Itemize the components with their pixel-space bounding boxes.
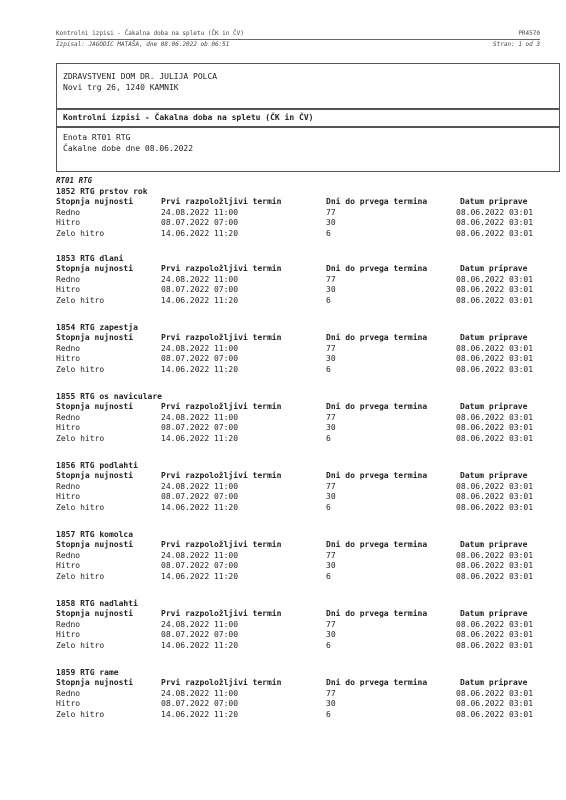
table-cell: 30 — [326, 354, 336, 363]
table-header-row — [56, 333, 558, 344]
exam-section-title: 1853 RTG dlani — [56, 254, 124, 263]
table-cell: 08.06.2022 03:01 — [456, 561, 534, 570]
table-cell: 08.06.2022 03:01 — [456, 433, 534, 443]
table-cell: Hitro — [56, 561, 81, 570]
table-cell: 77 — [326, 619, 336, 629]
table-row — [56, 365, 558, 376]
table-cell: 24.08.2022 11:00 — [161, 550, 239, 560]
table-cell: Hitro — [56, 699, 81, 708]
table-row — [56, 296, 558, 307]
table-cell: 08.07.2022 07:00 — [161, 630, 239, 639]
column-header: Datum priprave — [460, 333, 528, 342]
table-cell: 77 — [326, 688, 336, 698]
column-header: Dni do prvega termina — [326, 609, 428, 618]
table-cell: 14.06.2022 11:20 — [161, 571, 239, 581]
column-header: Datum priprave — [460, 540, 528, 549]
table-row — [56, 620, 558, 631]
table-cell: Zelo hitro — [56, 571, 105, 581]
table-row — [56, 344, 558, 355]
column-header: Dni do prvega termina — [326, 264, 428, 273]
exam-section-title: 1852 RTG prstov rok — [56, 187, 148, 196]
table-cell: 14.06.2022 11:20 — [161, 228, 239, 238]
table-row — [56, 551, 558, 562]
exam-section — [56, 253, 558, 306]
table-row — [56, 492, 558, 503]
table-cell: Hitro — [56, 218, 81, 227]
exam-section — [56, 529, 558, 582]
table-row — [56, 710, 558, 721]
table-cell: 08.07.2022 07:00 — [161, 218, 239, 227]
column-header: Prvi razpoložljivi termin — [161, 402, 282, 411]
table-cell: 08.07.2022 07:00 — [161, 561, 239, 570]
table-cell: 08.06.2022 03:01 — [456, 218, 534, 227]
table-cell: 30 — [326, 218, 336, 227]
table-cell: Redno — [56, 207, 81, 217]
table-cell: Hitro — [56, 492, 81, 501]
column-header: Stopnja nujnosti — [56, 540, 134, 549]
table-cell: 08.06.2022 03:01 — [456, 699, 534, 708]
institution-box — [56, 63, 560, 110]
table-header-row — [56, 264, 558, 275]
table-cell: 08.06.2022 03:01 — [456, 285, 534, 294]
table-cell: Zelo hitro — [56, 228, 105, 238]
table-cell: Zelo hitro — [56, 295, 105, 305]
table-row — [56, 630, 558, 641]
table-row — [56, 275, 558, 286]
table-cell: Hitro — [56, 285, 81, 294]
column-header: Stopnja nujnosti — [56, 402, 134, 411]
column-header: Prvi razpoložljivi termin — [161, 678, 282, 687]
table-cell: Redno — [56, 412, 81, 422]
table-cell: Zelo hitro — [56, 433, 105, 443]
column-header: Prvi razpoložljivi termin — [161, 540, 282, 549]
table-row — [56, 218, 558, 229]
table-cell: Redno — [56, 550, 81, 560]
column-header: Dni do prvega termina — [326, 678, 428, 687]
table-cell: 08.06.2022 03:01 — [456, 207, 534, 217]
table-cell: 08.06.2022 03:01 — [456, 354, 534, 363]
table-header-row — [56, 402, 558, 413]
table-cell: 08.06.2022 03:01 — [456, 228, 534, 238]
table-row — [56, 482, 558, 493]
column-header: Dni do prvega termina — [326, 197, 428, 206]
table-row — [56, 561, 558, 572]
table-cell: 77 — [326, 274, 336, 284]
table-cell: 08.06.2022 03:01 — [456, 502, 534, 512]
table-cell: 08.06.2022 03:01 — [456, 688, 534, 698]
table-cell: Zelo hitro — [56, 364, 105, 374]
exam-section-title: 1854 RTG zapestja — [56, 323, 138, 332]
table-cell: 30 — [326, 285, 336, 294]
table-cell: 24.08.2022 11:00 — [161, 619, 239, 629]
table-row — [56, 413, 558, 424]
table-cell: 08.06.2022 03:01 — [456, 423, 534, 432]
page-subheader — [56, 41, 540, 48]
report-title: Kontrolni izpisi - Čakalna doba na spletu (ČK in ČV) — [63, 113, 314, 122]
waiting-date-line: Čakalne dobe dne 08.06.2022 — [63, 144, 194, 153]
table-row — [56, 699, 558, 710]
table-cell: Zelo hitro — [56, 640, 105, 650]
column-header: Dni do prvega termina — [326, 333, 428, 342]
table-row — [56, 354, 558, 365]
page-number: Stran: 1 od 3 — [493, 41, 540, 48]
table-cell: 08.06.2022 03:01 — [456, 709, 534, 719]
table-cell: Hitro — [56, 630, 81, 639]
table-cell: 08.06.2022 03:01 — [456, 295, 534, 305]
table-header-row — [56, 678, 558, 689]
exam-section — [56, 322, 558, 375]
column-header: Datum priprave — [460, 609, 528, 618]
table-cell: 08.06.2022 03:01 — [456, 550, 534, 560]
table-cell: 6 — [326, 228, 331, 238]
table-cell: 6 — [326, 709, 331, 719]
document-title: Kontrolni izpisi - Čakalna doba na spletu (ČK in ČV) — [56, 30, 244, 37]
table-row — [56, 423, 558, 434]
table-cell: 24.08.2022 11:00 — [161, 343, 239, 353]
table-cell: 08.07.2022 07:00 — [161, 423, 239, 432]
exam-section — [56, 460, 558, 513]
table-cell: Zelo hitro — [56, 502, 105, 512]
column-header: Prvi razpoložljivi termin — [161, 333, 282, 342]
table-cell: 24.08.2022 11:00 — [161, 274, 239, 284]
table-cell: 08.06.2022 03:01 — [456, 630, 534, 639]
table-cell: 14.06.2022 11:20 — [161, 364, 239, 374]
table-cell: 6 — [326, 295, 331, 305]
table-row — [56, 572, 558, 583]
table-cell: 08.06.2022 03:01 — [456, 412, 534, 422]
table-cell: 08.06.2022 03:01 — [456, 492, 534, 501]
column-header: Prvi razpoložljivi termin — [161, 264, 282, 273]
column-header: Dni do prvega termina — [326, 402, 428, 411]
unit-report — [56, 176, 558, 720]
exam-section-title: 1856 RTG podlahti — [56, 461, 138, 470]
table-cell: 08.07.2022 07:00 — [161, 492, 239, 501]
exam-section — [56, 391, 558, 444]
table-cell: 77 — [326, 207, 336, 217]
table-cell: 6 — [326, 433, 331, 443]
table-cell: 08.06.2022 03:01 — [456, 364, 534, 374]
table-cell: 24.08.2022 11:00 — [161, 207, 239, 217]
table-row — [56, 434, 558, 445]
table-cell: 6 — [326, 640, 331, 650]
unit-heading: RT01 RTG — [56, 176, 93, 185]
exam-section — [56, 598, 558, 651]
table-cell: 08.07.2022 07:00 — [161, 285, 239, 294]
page-header — [56, 30, 540, 40]
table-cell: 77 — [326, 343, 336, 353]
table-cell: 77 — [326, 550, 336, 560]
exam-section — [56, 186, 558, 239]
column-header: Stopnja nujnosti — [56, 264, 134, 273]
column-header: Prvi razpoložljivi termin — [161, 609, 282, 618]
column-header: Datum priprave — [460, 197, 528, 206]
column-header: Datum priprave — [460, 402, 528, 411]
institution-address: Novi trg 26, 1240 KAMNIK — [63, 83, 179, 92]
exam-section-title: 1859 RTG rame — [56, 668, 119, 677]
table-cell: 08.06.2022 03:01 — [456, 640, 534, 650]
table-cell: Hitro — [56, 354, 81, 363]
table-cell: Redno — [56, 274, 81, 284]
table-cell: Redno — [56, 343, 81, 353]
sections-list — [56, 186, 558, 720]
table-row — [56, 229, 558, 240]
column-header: Prvi razpoložljivi termin — [161, 471, 282, 480]
column-header: Stopnja nujnosti — [56, 333, 134, 342]
table-cell: 24.08.2022 11:00 — [161, 481, 239, 491]
table-row — [56, 503, 558, 514]
table-cell: Redno — [56, 688, 81, 698]
table-cell: 08.06.2022 03:01 — [456, 481, 534, 491]
unit-info-box — [56, 126, 560, 172]
column-header: Dni do prvega termina — [326, 540, 428, 549]
printed-by: Izpisal: JAGODIC MATAŠA, dne 08.06.2022 ob 06:51 — [56, 41, 230, 48]
column-header: Dni do prvega termina — [326, 471, 428, 480]
table-row — [56, 208, 558, 219]
table-cell: 24.08.2022 11:00 — [161, 688, 239, 698]
table-cell: 30 — [326, 492, 336, 501]
table-row — [56, 689, 558, 700]
table-cell: 30 — [326, 561, 336, 570]
table-cell: 08.06.2022 03:01 — [456, 571, 534, 581]
table-cell: 08.07.2022 07:00 — [161, 354, 239, 363]
table-cell: 08.06.2022 03:01 — [456, 343, 534, 353]
column-header: Datum priprave — [460, 471, 528, 480]
table-cell: Redno — [56, 481, 81, 491]
table-cell: Zelo hitro — [56, 709, 105, 719]
table-cell: 6 — [326, 364, 331, 374]
column-header: Stopnja nujnosti — [56, 678, 134, 687]
table-header-row — [56, 609, 558, 620]
column-header: Prvi razpoložljivi termin — [161, 197, 282, 206]
table-cell: 30 — [326, 699, 336, 708]
table-cell: Hitro — [56, 423, 81, 432]
table-cell: 08.06.2022 03:01 — [456, 274, 534, 284]
table-row — [56, 285, 558, 296]
exam-section-title: 1855 RTG os naviculare — [56, 392, 162, 401]
institution-name: ZDRAVSTVENI DOM DR. JULIJA POLCA — [63, 72, 218, 81]
unit-name: Enota RT01 RTG — [63, 133, 131, 142]
table-cell: 30 — [326, 630, 336, 639]
table-cell: Redno — [56, 619, 81, 629]
table-cell: 08.07.2022 07:00 — [161, 699, 239, 708]
exam-section — [56, 667, 558, 720]
table-header-row — [56, 540, 558, 551]
table-cell: 14.06.2022 11:20 — [161, 640, 239, 650]
table-cell: 6 — [326, 502, 331, 512]
column-header: Stopnja nujnosti — [56, 471, 134, 480]
column-header: Datum priprave — [460, 678, 528, 687]
table-row — [56, 641, 558, 652]
column-header: Datum priprave — [460, 264, 528, 273]
column-header: Stopnja nujnosti — [56, 197, 134, 206]
table-cell: 77 — [326, 412, 336, 422]
table-cell: 77 — [326, 481, 336, 491]
table-cell: 14.06.2022 11:20 — [161, 709, 239, 719]
table-cell: 6 — [326, 571, 331, 581]
report-title-box — [56, 108, 560, 128]
exam-section-title: 1857 RTG komolca — [56, 530, 134, 539]
table-cell: 30 — [326, 423, 336, 432]
table-cell: 14.06.2022 11:20 — [161, 433, 239, 443]
table-cell: 14.06.2022 11:20 — [161, 295, 239, 305]
table-cell: 24.08.2022 11:00 — [161, 412, 239, 422]
exam-section-title: 1858 RTG nadlahti — [56, 599, 138, 608]
table-cell: 14.06.2022 11:20 — [161, 502, 239, 512]
column-header: Stopnja nujnosti — [56, 609, 134, 618]
table-header-row — [56, 471, 558, 482]
table-header-row — [56, 197, 558, 208]
document-code: PR4570 — [518, 30, 540, 37]
table-cell: 08.06.2022 03:01 — [456, 619, 534, 629]
